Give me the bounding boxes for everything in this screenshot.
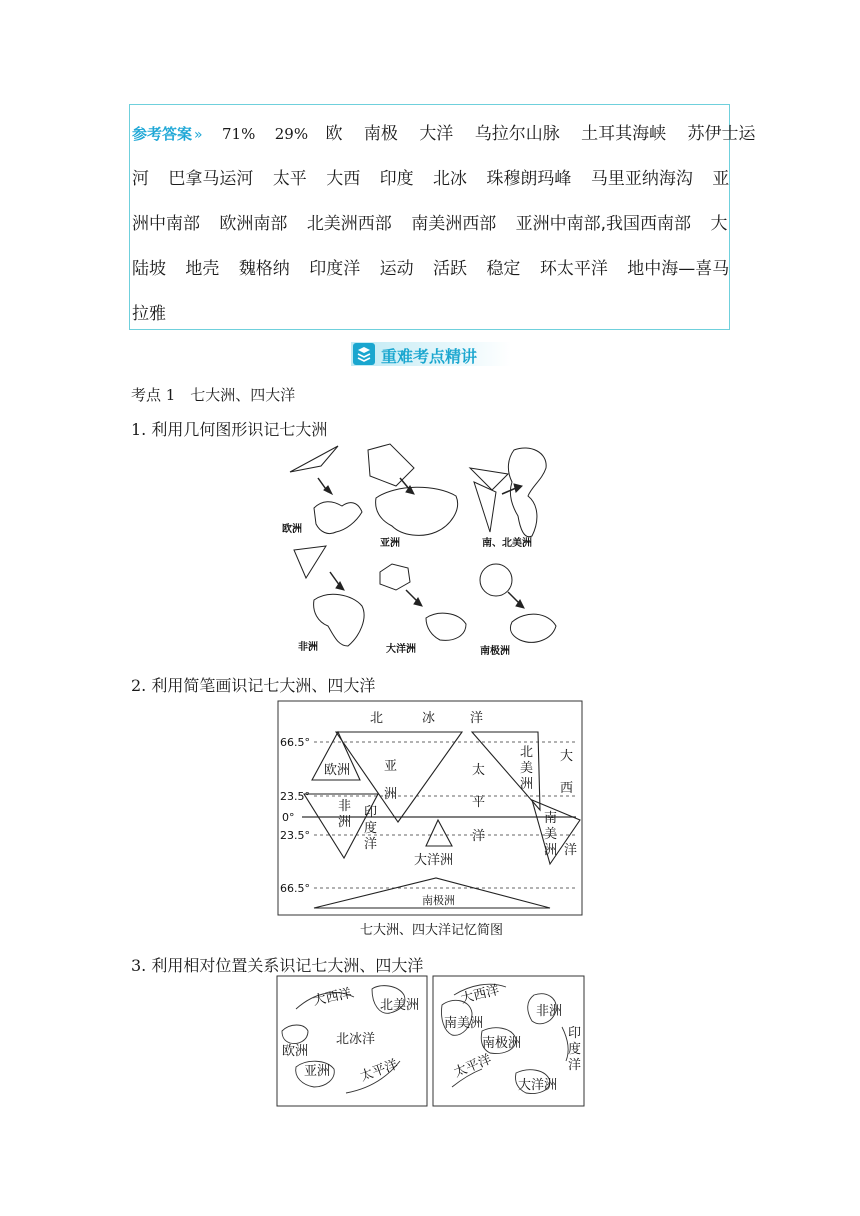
answer-item: 马里亚纳海沟 <box>590 169 693 189</box>
arctic-ocean-label: 北 <box>370 711 384 726</box>
asia-label: 亚 <box>384 759 398 774</box>
answer-item: 欧 <box>325 124 343 144</box>
right-indian-ocean-label: 印 <box>568 1026 582 1041</box>
arctic-ocean-label: 洋 <box>470 711 484 726</box>
answer-label: 参考答案 <box>132 125 193 143</box>
layers-icon <box>353 343 375 365</box>
fig1-label-oceania: 大洋洲 <box>386 644 416 655</box>
relative-position-figure <box>276 975 586 1109</box>
americas-map-icon <box>508 448 546 537</box>
pacific-ocean-label: 洋 <box>472 829 486 844</box>
item-title-1: 1. 利用几何图形识记七大洲 <box>131 420 328 439</box>
fig1-label-antarctica: 南极洲 <box>480 646 510 657</box>
left-atlantic-label: 大西洋 <box>311 986 353 1009</box>
fig1-label-asia: 亚洲 <box>380 538 400 549</box>
answer-item: 北冰 <box>433 169 468 189</box>
answer-item: 亚洲中南部,我国西南部 <box>515 214 692 234</box>
lat-label: 66.5° <box>280 736 310 749</box>
left-arctic-label: 北冰洋 <box>336 1032 376 1047</box>
africa-label: 非 <box>338 799 352 814</box>
africa-map-icon <box>314 594 364 646</box>
antarctica-circle-shape <box>480 564 512 596</box>
answer-item: 活跃 <box>433 259 468 279</box>
answer-item: 南美洲西部 <box>411 214 497 234</box>
fig1-label-africa: 非洲 <box>298 642 318 653</box>
left-europe-label: 欧洲 <box>282 1044 309 1059</box>
fig1-label-americas: 南、北美洲 <box>482 538 532 549</box>
arrow-icon <box>502 488 516 494</box>
africa-label: 洲 <box>338 815 352 830</box>
answer-item: 洲中南部 <box>132 214 200 234</box>
answer-line-4 <box>132 254 729 279</box>
answer-line-1 <box>132 119 756 144</box>
asia-triangle <box>336 732 462 822</box>
asia-map-icon <box>376 487 458 535</box>
antarctica-map-icon <box>510 614 556 642</box>
north-america-label: 洲 <box>520 777 534 792</box>
indian-ocean-label: 印 <box>364 805 378 820</box>
banner-title: 重难考点精讲 <box>381 347 478 366</box>
atlantic-ocean-label: 洋 <box>564 843 578 858</box>
south-america-label: 南 <box>544 811 558 826</box>
right-oceania-label: 大洋洲 <box>518 1078 558 1093</box>
answer-item: 印度 <box>379 169 414 189</box>
answer-item: 拉雅 <box>132 304 166 324</box>
arctic-ocean-label: 冰 <box>422 711 436 726</box>
indian-ocean-label: 度 <box>364 821 378 836</box>
figure-caption: 七大洲、四大洋记忆简图 <box>360 923 504 938</box>
right-atlantic-label: 大西洋 <box>459 982 501 1007</box>
answer-item: 巴拿马运河 <box>168 169 254 189</box>
europe-map-icon <box>314 502 362 534</box>
left-pacific-label: 太平洋 <box>358 1057 401 1085</box>
north-america-label: 美 <box>520 761 534 776</box>
answer-box <box>129 104 756 330</box>
answer-item: 苏伊士运 <box>687 124 756 144</box>
answer-item: 土耳其海峡 <box>581 124 667 144</box>
lat-label: 23.5° <box>280 829 310 842</box>
answer-item: 印度洋 <box>309 259 361 279</box>
answer-item: 亚 <box>712 169 730 189</box>
answer-item: 大 <box>710 214 728 234</box>
answer-item: 珠穆朗玛峰 <box>486 169 572 189</box>
answer-item: 欧洲南部 <box>219 214 288 234</box>
lat-label: 0° <box>282 811 295 824</box>
answer-item: 71% <box>222 125 256 143</box>
south-america-label: 洲 <box>544 843 558 858</box>
answer-arrow: » <box>194 127 203 143</box>
indian-ocean-label: 洋 <box>364 837 378 852</box>
answer-item: 陆坡 <box>132 259 166 279</box>
answer-item: 大洋 <box>419 124 454 144</box>
answer-line-2 <box>132 164 729 189</box>
answer-item: 北美洲西部 <box>306 214 392 234</box>
answer-item: 地壳 <box>185 259 220 279</box>
europe-label: 欧洲 <box>324 763 351 778</box>
europe-triangle-shape <box>290 446 338 472</box>
answer-item: 29% <box>274 125 309 143</box>
answer-item: 南极 <box>363 124 398 144</box>
section-banner <box>351 340 511 368</box>
south-america-label: 美 <box>544 827 558 842</box>
answer-item: 大西 <box>326 169 361 189</box>
europe-map-icon <box>282 1025 308 1044</box>
oceania-polygon-shape <box>380 564 410 590</box>
pacific-ocean-label: 太 <box>472 763 486 778</box>
pacific-ocean-label: 平 <box>472 795 486 810</box>
oceania-map-icon <box>426 613 466 640</box>
right-south-america-label: 南美洲 <box>444 1016 484 1031</box>
answer-item: 环太平洋 <box>539 259 608 279</box>
answer-item: 太平 <box>272 169 307 189</box>
asia-polygon-shape <box>368 444 414 486</box>
north-america-label: 北 <box>520 745 534 760</box>
item-title-3: 3. 利用相对位置关系识记七大洲、四大洋 <box>131 956 424 975</box>
lat-label: 23.5° <box>280 790 310 803</box>
answer-item: 地中海—喜马 <box>627 259 730 279</box>
sketch-continents-figure <box>276 700 584 942</box>
item-title-2: 2. 利用简笔画识记七大洲、四大洋 <box>131 676 376 695</box>
section-title: 考点 1 七大洲、四大洋 <box>131 386 296 404</box>
fig1-label-europe: 欧洲 <box>282 524 302 535</box>
atlantic-ocean-label: 西 <box>560 781 574 796</box>
answer-item: 乌拉尔山脉 <box>474 124 560 144</box>
lat-label: 66.5° <box>280 882 310 895</box>
answer-line-3 <box>132 209 727 234</box>
right-africa-label: 非洲 <box>536 1004 563 1019</box>
answer-item: 魏格纳 <box>238 259 290 279</box>
atlantic-ocean-label: 大 <box>560 749 574 764</box>
oceania-triangle <box>426 820 452 846</box>
antarctica-label: 南极洲 <box>422 894 455 907</box>
left-north-america-label: 北美洲 <box>380 998 420 1013</box>
asia-label: 洲 <box>384 787 398 802</box>
right-antarctica-label: 南极洲 <box>482 1036 522 1051</box>
right-indian-ocean-label: 度 <box>568 1042 582 1057</box>
right-pacific-label: 太平洋 <box>451 1052 494 1081</box>
africa-triangle-shape <box>294 546 326 578</box>
right-indian-ocean-label: 洋 <box>568 1058 582 1073</box>
answer-item: 运动 <box>379 259 414 279</box>
answer-item: 河 <box>132 169 149 189</box>
left-asia-label: 亚洲 <box>304 1064 331 1079</box>
oceania-label: 大洋洲 <box>414 853 454 868</box>
answer-item: 稳定 <box>486 259 521 279</box>
geometric-continents-figure <box>276 440 576 660</box>
answer-line-5 <box>132 299 166 324</box>
